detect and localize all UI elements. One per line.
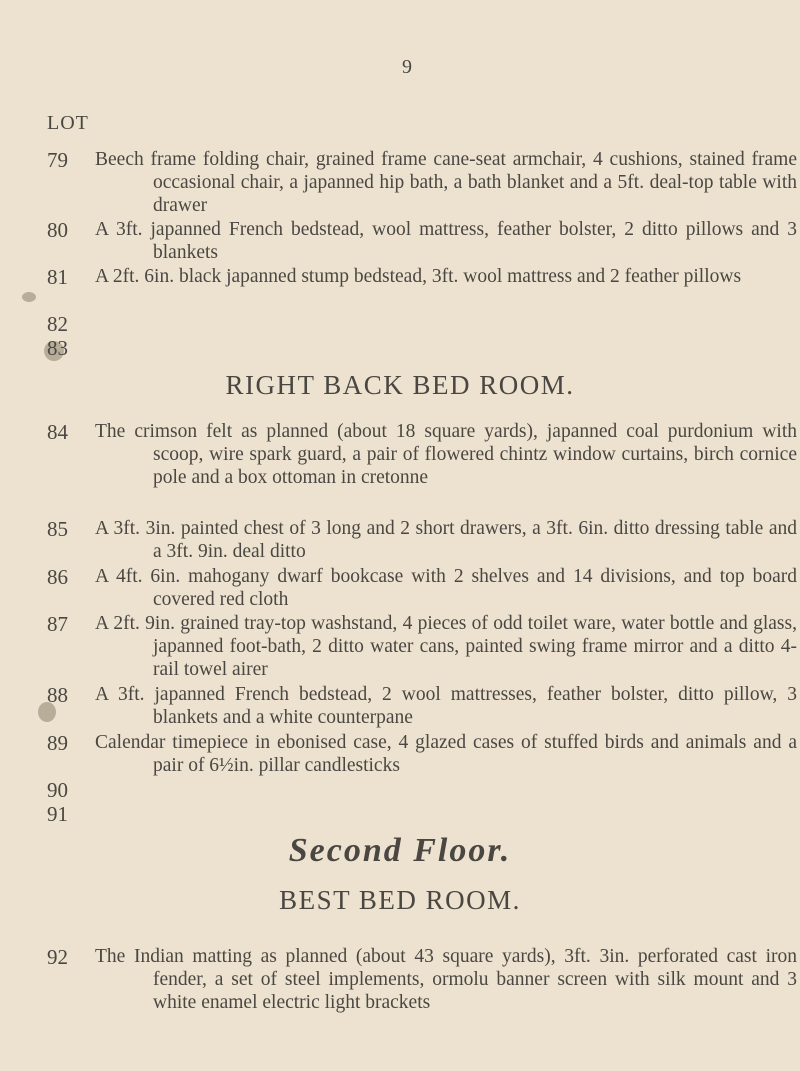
lot-description (95, 420, 797, 489)
lot-text: A 2ft. 9in. grained tray-top washstand, 4 pieces of odd toilet ware, water bottle and glass, japanned foot-bath, 2 ditto water cans, painted swing frame mirror and a ditto 4-rail towel airer (95, 613, 797, 680)
lot-description (95, 731, 797, 777)
lot-text: A 3ft. japanned French bedstead, 2 wool mattresses, feather bolster, ditto pillow, 3 blankets and a white counterpane (95, 684, 797, 728)
lot-number: 79 (47, 148, 68, 172)
lot-text: Beech frame folding chair, grained frame cane-seat armchair, 4 cushions, stained frame occasional chair, a japanned hip bath, a bath blanket and a 5ft. deal-top table with drawer (95, 149, 797, 216)
lot-text: A 3ft. 3in. painted chest of 3 long and 2 short drawers, a 3ft. 6in. ditto dressing table and a 3ft. 9in. deal ditto (95, 518, 797, 562)
lot-text: A 3ft. japanned French bedstead, wool mattress, feather bolster, 2 ditto pillows and 3 blankets (95, 219, 797, 263)
lot-number: 91 (47, 802, 68, 826)
lot-description (95, 148, 797, 217)
lot-text: A 2ft. 6in. black japanned stump bedstead, 3ft. wool mattress and 2 feather pillows (95, 266, 742, 287)
lot-number: 88 (47, 683, 68, 707)
lot-number: 84 (47, 420, 68, 444)
page-number: 9 (402, 56, 412, 78)
room-heading: RIGHT BACK BED ROOM. (225, 370, 575, 400)
lot-description (95, 265, 797, 288)
room-heading: BEST BED ROOM. (279, 885, 521, 915)
lot-number: 80 (47, 218, 68, 242)
floor-heading: Second Floor. (288, 832, 512, 869)
lot-description (95, 218, 797, 264)
lot-text: The crimson felt as planned (about 18 square yards), japanned coal purdonium with scoop, wire spark guard, a pair of flowered chintz window curtains, birch cornice pole and a box ottoman in cretonne (95, 421, 797, 488)
lot-text: Calendar timepiece in ebonised case, 4 glazed cases of stuffed birds and animals and a pair of 6½in. pillar candlesticks (95, 732, 797, 776)
lot-description (95, 565, 797, 611)
lot-number: 85 (47, 517, 68, 541)
lot-number: 87 (47, 612, 68, 636)
lot-description (95, 683, 797, 729)
lot-text: The Indian matting as planned (about 43 square yards), 3ft. 3in. perforated cast iron fender, a set of steel implements, ormolu banner screen with silk mount and 3 white enamel electric light brackets (95, 946, 797, 1013)
lot-number: 82 (47, 312, 68, 336)
lot-number: 83 (47, 336, 68, 360)
lot-number: 90 (47, 778, 68, 802)
lot-column-header: LOT (47, 112, 89, 134)
foxing-mark (22, 292, 36, 302)
lot-description (95, 517, 797, 563)
lot-number: 92 (47, 945, 68, 969)
lot-description (95, 612, 797, 681)
lot-number: 81 (47, 265, 68, 289)
lot-description (95, 945, 797, 1014)
lot-number: 86 (47, 565, 68, 589)
lot-number: 89 (47, 731, 68, 755)
lot-text: A 4ft. 6in. mahogany dwarf bookcase with 2 shelves and 14 divisions, and top board covered red cloth (95, 566, 797, 610)
